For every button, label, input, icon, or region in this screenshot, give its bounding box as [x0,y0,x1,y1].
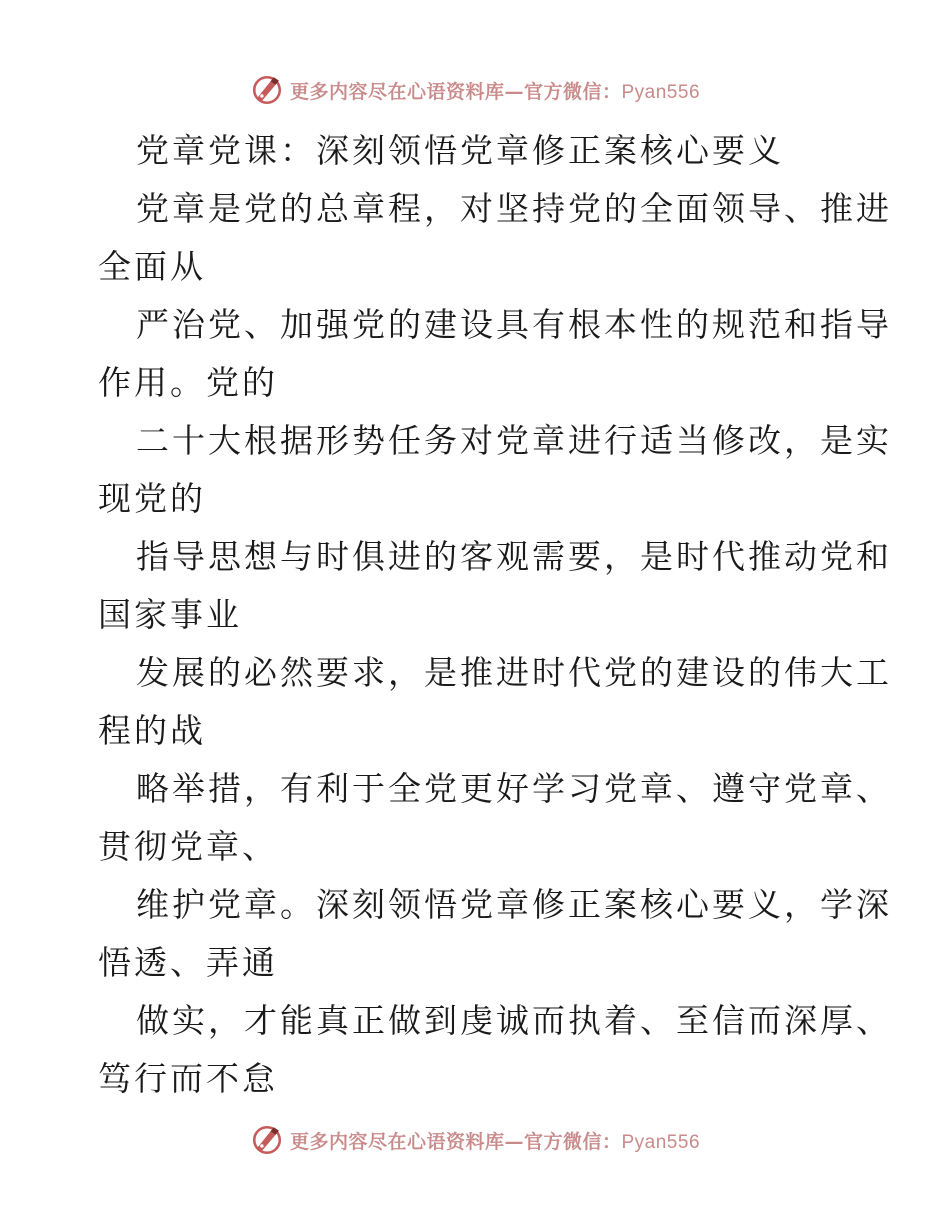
header-watermark-banner [0,70,950,110]
paragraph-line: 做实，才能真正做到虔诚而执着、至信而深厚、 [136,1001,892,1040]
paragraph-line: 指导思想与时俱进的客观需要，是时代推动党和 [136,537,892,576]
paragraph-line: 程的战 [98,711,206,750]
paragraph-line: 悟透、弄通 [98,943,278,982]
paragraph-line: 作用。党的 [98,363,278,402]
pen-logo-icon [250,73,284,107]
paragraph-line: 国家事业 [98,595,242,634]
paragraph-line: 维护党章。深刻领悟党章修正案核心要义，学深 [136,885,892,924]
footer-watermark [250,1123,700,1157]
paragraph-line: 略举措，有利于全党更好学习党章、遵守党章、 [136,769,892,808]
paragraph-line: 党章是党的总章程，对坚持党的全面领导、推进 [136,189,892,228]
watermark-text [290,77,700,104]
watermark-label: 更多内容尽在心语资料库—官方微信： [289,1130,622,1153]
wechat-id: Pyan556 [621,81,701,103]
document-body [98,122,892,1108]
header-watermark [250,73,700,107]
paragraph-line: 二十大根据形势任务对党章进行适当修改，是实 [136,421,892,460]
paragraph-line: 严治党、加强党的建设具有根本性的规范和指导 [136,305,892,344]
paragraph-line: 全面从 [98,247,206,286]
watermark-text [290,1127,700,1154]
paragraph-line: 笃行而不怠 [98,1059,278,1098]
pen-logo-icon [250,1123,284,1157]
document-title: 党章党课：深刻领悟党章修正案核心要义 [136,131,784,170]
paragraph-line: 发展的必然要求，是推进时代党的建设的伟大工 [136,653,892,692]
wechat-id: Pyan556 [621,1131,701,1153]
watermark-label: 更多内容尽在心语资料库—官方微信： [289,80,622,103]
paragraph-line: 贯彻党章、 [98,827,278,866]
footer-watermark-banner [0,1120,950,1160]
paragraph-line: 现党的 [98,479,206,518]
